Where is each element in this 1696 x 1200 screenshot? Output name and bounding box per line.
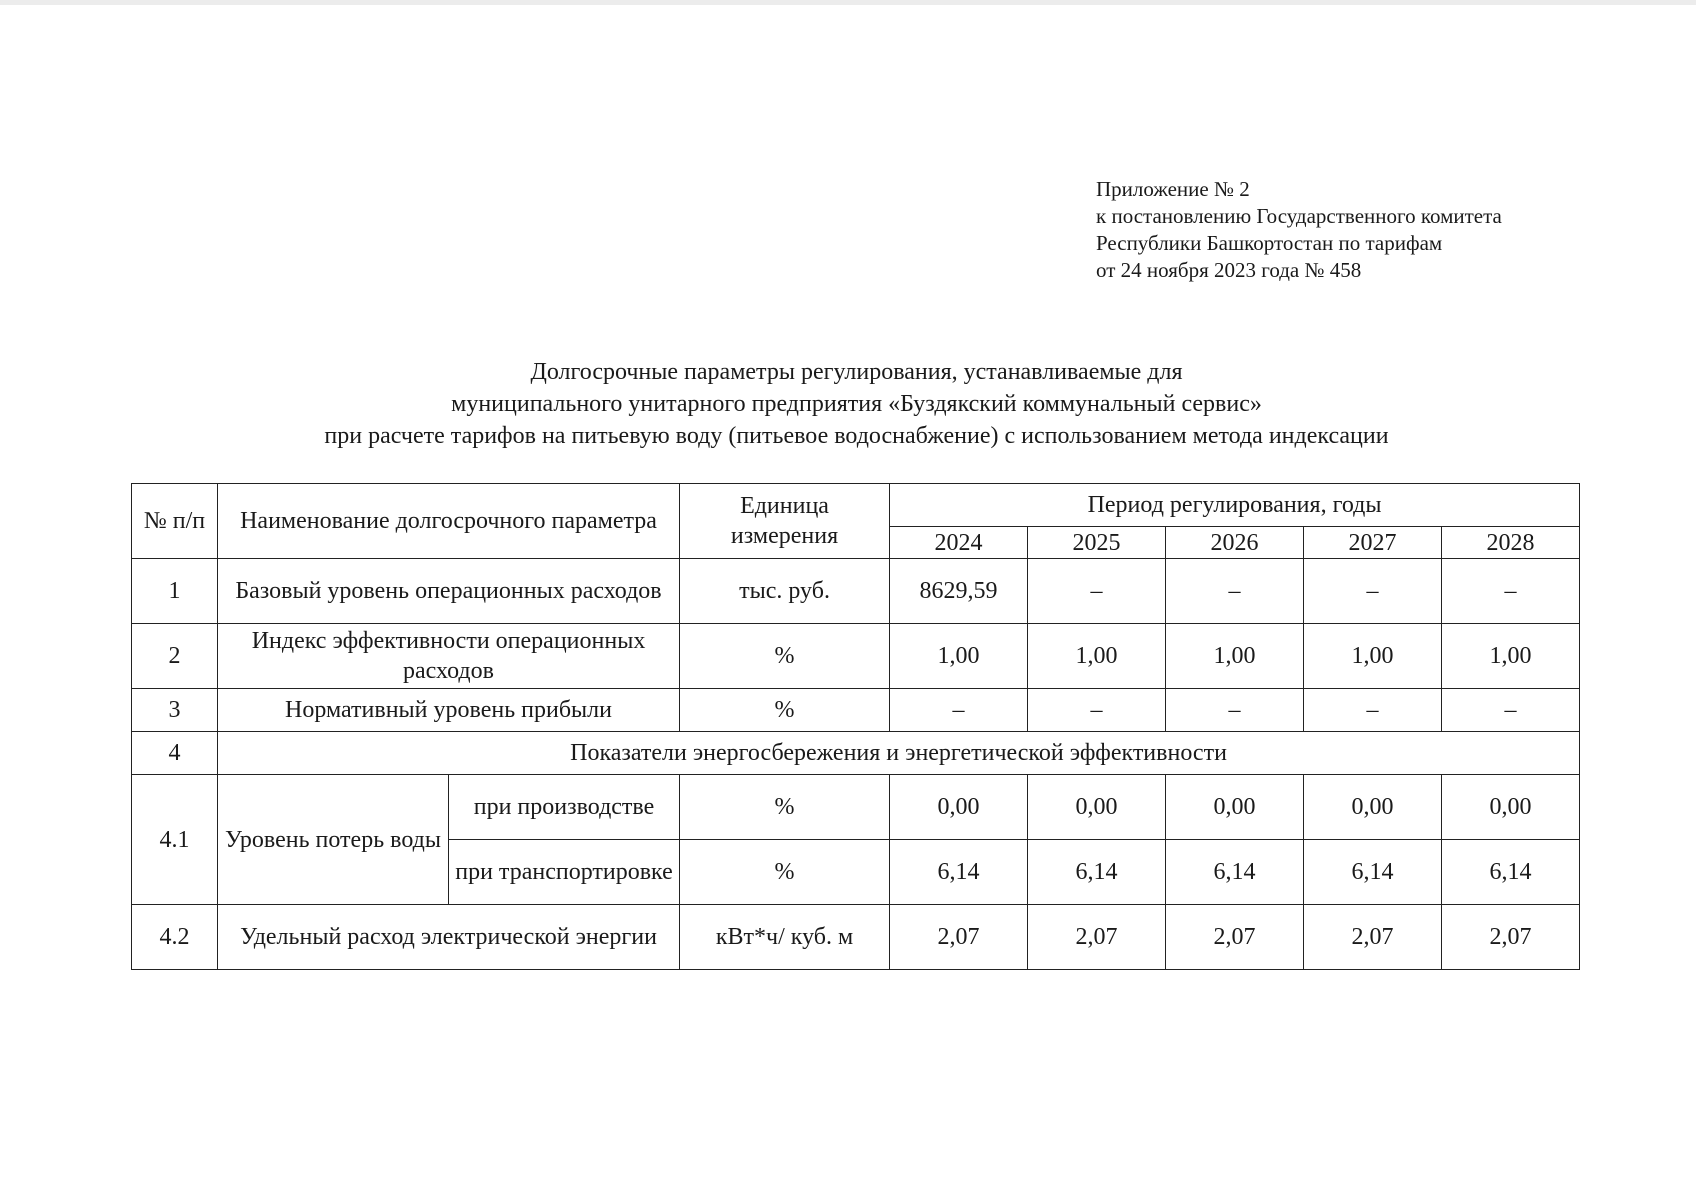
row-value: 2,07 [1304,905,1442,970]
header-unit: Единица измерения [680,484,890,559]
row-value: 1,00 [1028,624,1166,689]
row-unit: % [680,775,890,840]
row-value: – [1028,559,1166,624]
row-value: 6,14 [1442,840,1580,905]
row-value: 1,00 [1304,624,1442,689]
row-number: 4.2 [132,905,218,970]
row-parameter-name: Индекс эффективности операционных расходов [218,624,680,689]
row-value: 2,07 [1028,905,1166,970]
table-row [132,559,1580,624]
row-unit: тыс. руб. [680,559,890,624]
row-subparameter-name: при транспортировке [449,840,680,905]
row-value: – [1304,689,1442,732]
row-value: 2,07 [1166,905,1304,970]
row-unit: кВт*ч/ куб. м [680,905,890,970]
table-row [132,905,1580,970]
row-value: 0,00 [1028,775,1166,840]
document-title [130,356,1583,452]
parameters-table [131,483,1580,970]
row-number: 2 [132,624,218,689]
row-value: – [1442,559,1580,624]
title-line: Долгосрочные параметры регулирования, устанавливаемые для [530,359,1183,385]
appendix-line: Республики Башкортостан по тарифам [1096,231,1443,255]
header-year: 2025 [1028,527,1166,559]
page-top-edge [0,0,1696,5]
header-year: 2026 [1166,527,1304,559]
appendix-line: от 24 ноября 2023 года № 458 [1096,258,1362,282]
row-value: 0,00 [890,775,1028,840]
table-row [132,624,1580,689]
row-parameter-name: Нормативный уровень прибыли [218,689,680,732]
row-value: 2,07 [890,905,1028,970]
row-value: 6,14 [1166,840,1304,905]
row-unit: % [680,624,890,689]
table-section-row [132,732,1580,775]
row-number: 4 [132,732,218,775]
row-value: 2,07 [1442,905,1580,970]
row-value: – [890,689,1028,732]
appendix-header [1096,176,1502,284]
row-value: – [1166,559,1304,624]
row-value: 1,00 [890,624,1028,689]
appendix-line: к постановлению Государственного комитета [1096,204,1502,228]
title-line: муниципального унитарного предприятия «Буздякский коммунальный сервис» [451,391,1262,417]
header-year: 2027 [1304,527,1442,559]
row-parameter-name: Уровень потерь воды [218,775,449,905]
header-year: 2024 [890,527,1028,559]
row-value: 1,00 [1166,624,1304,689]
row-unit: % [680,840,890,905]
table-header-row [132,484,1580,527]
row-value: 6,14 [1028,840,1166,905]
row-unit: % [680,689,890,732]
row-value: 0,00 [1442,775,1580,840]
header-number: № п/п [132,484,218,559]
row-number: 1 [132,559,218,624]
row-parameter-name: Удельный расход электрической энергии [218,905,680,970]
header-period: Период регулирования, годы [890,484,1580,527]
row-value: – [1166,689,1304,732]
row-value: 8629,59 [890,559,1028,624]
row-value: – [1442,689,1580,732]
section-heading: Показатели энергосбережения и энергетической эффективности [218,732,1580,775]
row-value: 0,00 [1166,775,1304,840]
row-value: 0,00 [1304,775,1442,840]
title-line: при расчете тарифов на питьевую воду (питьевое водоснабжение) с использованием метода индексации [324,423,1389,449]
table-row [132,775,1580,840]
row-value: 6,14 [1304,840,1442,905]
row-subparameter-name: при производстве [449,775,680,840]
row-parameter-name: Базовый уровень операционных расходов [218,559,680,624]
row-value: – [1028,689,1166,732]
header-year: 2028 [1442,527,1580,559]
table-row [132,689,1580,732]
row-value: – [1304,559,1442,624]
appendix-line: Приложение № 2 [1096,177,1250,201]
header-parameter-name: Наименование долгосрочного параметра [218,484,680,559]
row-number: 4.1 [132,775,218,905]
row-value: 6,14 [890,840,1028,905]
row-value: 1,00 [1442,624,1580,689]
row-number: 3 [132,689,218,732]
